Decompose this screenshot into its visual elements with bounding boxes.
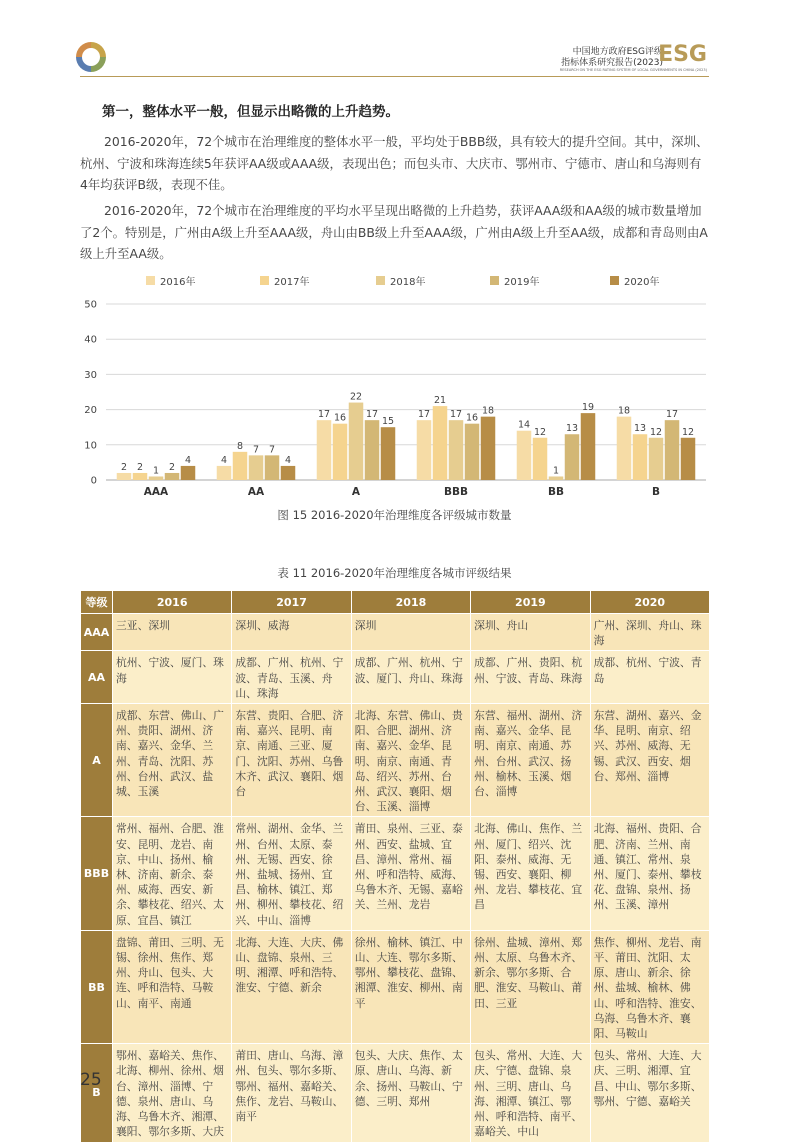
bar — [533, 438, 548, 480]
bar-value-label: 17 — [365, 409, 379, 421]
table-cell: 成都、杭州、宁波、青岛 — [593, 656, 702, 685]
table-cell: 深圳、舟山 — [474, 619, 529, 632]
bar-value-label: 21 — [433, 395, 447, 407]
x-tick-label: BB — [547, 486, 565, 498]
legend-swatch — [376, 276, 385, 285]
table-header-cell: 2019 — [471, 591, 590, 614]
level-cell: AAA — [81, 614, 113, 651]
figure-caption: 图 15 2016-2020年治理维度各评级城市数量 — [277, 508, 512, 522]
y-tick-label: 30 — [84, 369, 97, 381]
bar-value-label: 4 — [184, 454, 192, 466]
bar-value-label: 19 — [581, 402, 595, 414]
header-title-line2: 指标体系研究报告(2023) — [561, 58, 663, 68]
bar — [381, 427, 396, 480]
bar — [481, 417, 496, 480]
bar — [633, 434, 648, 480]
y-tick-label: 50 — [84, 299, 97, 311]
table-cell: 包头、常州、大连、大庆、宁德、盘锦、泉州、三明、唐山、乌海、湘潭、镇江、鄂州、呼和浩特、南平、嘉峪关、中山 — [474, 1049, 583, 1139]
bar-value-label: 18 — [617, 405, 631, 417]
bar-value-label: 17 — [317, 409, 331, 421]
table-header-cell: 等级 — [81, 591, 113, 614]
paragraph-1: 2016-2020年，72个城市在治理维度的整体水平一般，平均处于BBB级，具有较大的提升空间。其中，深圳、杭州、宁波和珠海连续5年获评AA级或AAA级，表现出色；而包头市、大庆市、鄂州市、宁德市、唐山和乌海则有4年均获评B级，表现不佳。 — [80, 134, 709, 193]
report-header — [447, 44, 707, 74]
table-cell: 包头、大庆、焦作、太原、唐山、乌海、新余、扬州、马鞍山、宁德、三明、郑州 — [354, 1049, 463, 1108]
bar-value-label: 22 — [349, 391, 363, 403]
level-cell: B — [81, 1044, 113, 1142]
bar — [565, 434, 580, 480]
y-tick-label: 10 — [84, 440, 97, 452]
bar-value-label: 12 — [649, 426, 663, 438]
table-cell: 徐州、榆林、镇江、中山、大连、鄂尔多斯、鄂州、攀枝花、盘锦、湘潭、淮安、柳州、南平 — [354, 935, 463, 1010]
table-cell: 成都、广州、杭州、宁波、青岛、玉溪、舟山、珠海 — [235, 656, 344, 700]
table-cell: 广州、深圳、舟山、珠海 — [593, 619, 702, 648]
table-row — [81, 651, 710, 704]
rating-results-table — [80, 590, 710, 1143]
table-row — [81, 930, 710, 1043]
bar-value-label: 17 — [449, 409, 463, 421]
legend-swatch — [146, 276, 155, 285]
x-tick-label: AAA — [143, 486, 169, 498]
table-header-cell: 2020 — [590, 591, 709, 614]
table-header-cell: 2017 — [232, 591, 351, 614]
table-cell: 包头、常州、大连、大庆、三明、湘潭、宜昌、中山、鄂尔多斯、鄂州、宁德、嘉峪关 — [593, 1049, 702, 1108]
table-row — [81, 704, 710, 817]
bar — [465, 424, 480, 480]
legend-label: 2018年 — [390, 277, 426, 288]
table-cell: 东营、福州、湖州、济南、嘉兴、金华、昆明、南京、南通、苏州、台州、武汉、扬州、榆林、玉溪、烟台、淄博 — [474, 709, 583, 799]
legend-swatch — [260, 276, 269, 285]
level-cell: A — [81, 704, 113, 817]
section-heading: 第一，整体水平一般，但显示出略微的上升趋势。 — [102, 104, 399, 120]
header-english-title: RESEARCH ON THE ESG RATING SYSTEM OF LOCAL GOVERNMENTS IN CHINA (2023) — [559, 68, 707, 72]
table-header-cell: 2016 — [113, 591, 232, 614]
bar-value-label: 4 — [284, 454, 292, 466]
table-cell: 成都、广州、杭州、宁波、厦门、舟山、珠海 — [354, 656, 463, 685]
table-cell: 东营、贵阳、合肥、济南、嘉兴、昆明、南京、南通、三亚、厦门、沈阳、苏州、乌鲁木齐、武汉、襄阳、烟台 — [235, 709, 344, 799]
bar — [149, 476, 164, 480]
bar-value-label: 16 — [465, 412, 479, 424]
bar-value-label: 2 — [120, 461, 128, 473]
y-tick-label: 40 — [84, 334, 97, 346]
table-cell: 常州、湖州、金华、兰州、台州、太原、泰州、无锡、西安、徐州、盐城、扬州、宜昌、榆林、镇江、郑州、柳州、攀枝花、绍兴、中山、淄博 — [235, 822, 344, 927]
bar — [681, 438, 696, 480]
table-cell: 杭州、宁波、厦门、珠海 — [116, 656, 224, 685]
table-row — [81, 1044, 710, 1142]
bar — [217, 466, 232, 480]
esg-logo-text: ESG — [658, 42, 707, 67]
table-cell: 莆田、泉州、三亚、泰州、西安、盐城、宜昌、漳州、常州、福州、呼和浩特、威海、乌鲁木齐、无锡、嘉峪关、兰州、龙岩 — [354, 822, 463, 912]
paragraph-2: 2016-2020年，72个城市在治理维度的平均水平呈现出略微的上升趋势，获评AAA级和AA级的城市数量增加了2个。特别是，广州由A级上升至AAA级，舟山由BB级上升至AAA级，广州由A级上升至AA级，成都和青岛则由A级上升至AA级。 — [80, 203, 708, 262]
table-row — [81, 614, 710, 651]
level-cell: AA — [81, 651, 113, 704]
bar-value-label: 2 — [136, 461, 144, 473]
bar-value-label: 2 — [168, 461, 176, 473]
table-cell: 成都、广州、贵阳、杭州、宁波、青岛、珠海 — [474, 656, 583, 685]
level-cell: BBB — [81, 817, 113, 930]
table-cell: 深圳、威海 — [235, 619, 290, 632]
bar-value-label: 17 — [665, 409, 679, 421]
x-tick-label: B — [651, 486, 661, 498]
table-cell: 北海、福州、贵阳、合肥、济南、兰州、南通、镇江、常州、泉州、厦门、泰州、攀枝花、盘锦、泉州、扬州、玉溪、漳州 — [593, 822, 702, 912]
bar-value-label: 13 — [565, 423, 579, 435]
table-cell: 徐州、盐城、漳州、郑州、太原、乌鲁木齐、新余、鄂尔多斯、合肥、淮安、马鞍山、莆田、三亚 — [474, 935, 583, 1010]
table-cell: 盘锦、莆田、三明、无锡、徐州、焦作、郑州、舟山、包头、大连、呼和浩特、马鞍山、南平、南通 — [116, 935, 224, 1010]
legend-label: 2016年 — [160, 277, 196, 288]
bar-value-label: 15 — [381, 416, 395, 428]
x-tick-label: BBB — [443, 486, 469, 498]
bar — [417, 420, 432, 480]
bar — [649, 438, 664, 480]
bar — [333, 424, 348, 480]
table-cell: 焦作、柳州、龙岩、南平、莆田、沈阳、太原、唐山、新余、徐州、盐城、榆林、佛山、呼和浩特、淮安、乌海、乌鲁木齐、襄阳、马鞍山 — [593, 935, 702, 1041]
bar-value-label: 17 — [417, 409, 431, 421]
bar — [449, 420, 464, 480]
bar — [281, 466, 296, 480]
bar — [549, 476, 564, 480]
table-caption: 表 11 2016-2020年治理维度各城市评级结果 — [277, 566, 512, 580]
bar-value-label: 1 — [152, 465, 160, 477]
bar — [117, 473, 132, 480]
legend-label: 2017年 — [274, 277, 310, 288]
table-cell: 深圳 — [354, 619, 377, 632]
table-cell: 东营、湖州、嘉兴、金华、昆明、南京、绍兴、苏州、威海、无锡、武汉、西安、烟台、郑州、淄博 — [593, 709, 702, 783]
bar-value-label: 12 — [533, 426, 547, 438]
table-cell: 常州、福州、合肥、淮安、昆明、龙岩、南京、中山、扬州、榆林、济南、新余、泰州、威海、西安、新余、攀枝花、绍兴、太原、宜昌、镇江 — [116, 822, 224, 927]
bar-value-label: 18 — [481, 405, 495, 417]
chart-svg — [70, 270, 720, 500]
legend-label: 2020年 — [624, 277, 660, 288]
bar-value-label: 12 — [681, 426, 695, 438]
table-cell: 北海、东营、佛山、贵阳、合肥、湖州、济南、嘉兴、金华、昆明、南京、南通、青岛、绍兴、苏州、台州、武汉、襄阳、烟台、玉溪、淄博 — [354, 709, 463, 814]
header-title-line1: 中国地方政府ESG评级 — [572, 47, 663, 57]
rating-bar-chart — [70, 270, 720, 500]
bar — [617, 417, 632, 480]
bar — [365, 420, 380, 480]
y-tick-label: 20 — [84, 405, 97, 417]
bar-value-label: 4 — [220, 454, 228, 466]
x-tick-label: AA — [247, 486, 265, 498]
x-tick-label: A — [351, 486, 361, 498]
table-header-cell: 2018 — [351, 591, 470, 614]
bar — [181, 466, 196, 480]
bar-value-label: 16 — [333, 412, 347, 424]
bar — [433, 406, 448, 480]
table-cell: 成都、东营、佛山、广州、贵阳、湖州、济南、嘉兴、金华、兰州、青岛、沈阳、苏州、台州、武汉、盐城、玉溪 — [116, 709, 224, 799]
y-tick-label: 0 — [90, 475, 97, 487]
bar — [317, 420, 332, 480]
legend-swatch — [490, 276, 499, 285]
bar — [265, 455, 280, 480]
bar-value-label: 7 — [252, 444, 260, 456]
bar-value-label: 7 — [268, 444, 276, 456]
header-divider — [80, 76, 709, 77]
legend-swatch — [610, 276, 619, 285]
bar — [249, 455, 264, 480]
table-cell: 北海、大连、大庆、佛山、盘锦、泉州、三明、湘潭、呼和浩特、淮安、宁德、新余 — [235, 935, 344, 995]
bar — [233, 452, 248, 480]
page-number: 25 — [80, 1070, 102, 1090]
table-header-row — [81, 591, 710, 614]
bar-value-label: 13 — [633, 423, 647, 435]
table-row — [81, 817, 710, 930]
table-cell: 鄂州、嘉峪关、焦作、北海、柳州、徐州、烟台、漳州、淄博、宁德、泉州、唐山、乌海、乌鲁木齐、湘潭、襄阳、鄂尔多斯、大庆 — [116, 1049, 224, 1139]
table-cell: 三亚、深圳 — [116, 619, 170, 632]
table-cell: 北海、佛山、焦作、兰州、厦门、绍兴、沈阳、泰州、威海、无锡、西安、襄阳、柳州、龙岩、攀枝花、宜昌 — [474, 822, 583, 912]
bar — [517, 431, 532, 480]
bar — [165, 473, 180, 480]
table-cell: 莆田、唐山、乌海、漳州、包头、鄂尔多斯、鄂州、福州、嘉峪关、焦作、龙岩、马鞍山、南平 — [235, 1049, 344, 1124]
bar — [349, 403, 364, 480]
bar — [581, 413, 596, 480]
bar — [133, 473, 148, 480]
bar — [665, 420, 680, 480]
level-cell: BB — [81, 930, 113, 1043]
legend-label: 2019年 — [504, 277, 540, 288]
bar-value-label: 1 — [552, 465, 560, 477]
report-logo-icon — [76, 42, 106, 72]
bar-value-label: 8 — [236, 440, 244, 452]
bar-value-label: 14 — [517, 419, 531, 431]
